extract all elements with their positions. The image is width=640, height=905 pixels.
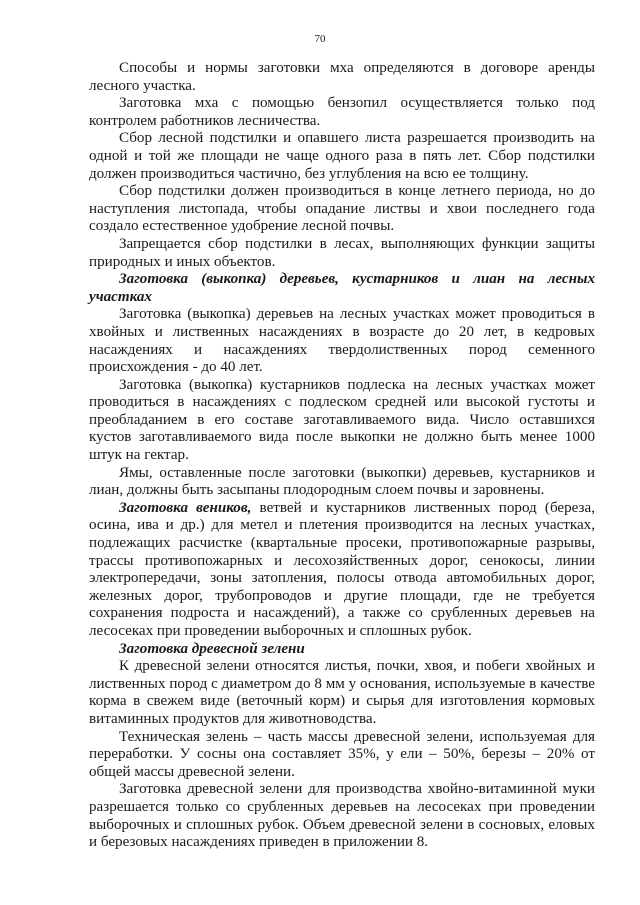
paragraph-litter-season: Сбор подстилки должен производиться в конце летнего периода, но до наступления листопада, чтобы опадание листвы и хвои последнего года создало естественное удобрение лесной почвы. [89,183,595,235]
paragraph-moss-chainsaw: Заготовка мха с помощью бензопил осуществляется только под контролем работников лесничества. [89,95,595,129]
page-number: 70 [314,33,326,45]
brooms-text: ветвей и кустарников лиственных пород (береза, осина, ива и др.) для метел и плетения производится на лесных участках, подлежащих расчистке (квартальные просеки, противопожарные разрывы, трассы противопожарных и лесохозяйственных дорог, сенокосы, линии электропередачи, зоны затопления, полосы отвода автомобильных дорог, железных дорог, трубопроводов и другие площади, где не требуется сохранения подроста и насаждений), а также со срубленных деревьев на лесосеках при проведении выборочных и сплошных рубок. [89,499,595,639]
paragraph-shrubs-digging: Заготовка (выкопка) кустарников подлеска на лесных участках может проводиться в насаждениях с подлеском средней или высокой густоты и преобладанием в его составе заготавливаемого вида. Число оставшихся кустов заготавливаемого вида после выкопки не должно быть менее 1000 штук на гектар. [89,376,595,464]
paragraph-greenery-harvesting: Заготовка древесной зелени для производства хвойно-витаминной муки разрешается только со срубленных деревьев на лесосеках при проведении выборочных и сплошных рубок. Объем древесной зелени в сосновых, еловых и березовых насаждениях приведен в приложении 8. [89,781,595,851]
paragraph-moss-norms: Способы и нормы заготовки мха определяются в договоре аренды лесного участка. [89,60,595,94]
paragraph-trees-digging: Заготовка (выкопка) деревьев на лесных участках может проводиться в хвойных и лиственных насаждениях в возрасте до 20 лет, в кедровых насаждениях и насаждениях твердолиственных пород семенного происхождения - до 40 лет. [89,306,595,376]
paragraph-litter-prohibition: Запрещается сбор подстилки в лесах, выполняющих функции защиты природных и иных объектов. [89,235,595,270]
brooms-lead-term: Заготовка веников, [119,499,252,516]
paragraph-pits: Ямы, оставленные после заготовки (выкопки) деревьев, кустарников и лиан, должны быть засыпаны плодородным слоем почвы и заровнены. [89,464,595,499]
paragraph-brooms [89,500,595,641]
section-heading-greenery: Заготовка древесной зелени [119,640,305,657]
paragraph-litter-frequency: Сбор лесной подстилки и опавшего листа разрешается производить на одной и той же площади не чаще одного раза в пять лет. Сбор подстилки должен производиться частично, без углубления на всю ее толщину. [89,130,595,182]
document-body [89,60,595,852]
paragraph-technical-greenery: Техническая зелень – часть массы древесной зелени, используемая для переработки. У сосны она составляет 35%, у ели – 50%, березы – 20% от общей массы древесной зелени. [89,728,595,780]
section-heading-digging: Заготовка (выкопка) деревьев, кустарников и лиан на лесных участках [89,271,595,305]
paragraph-greenery-definition: К древесной зелени относятся листья, почки, хвоя, и побеги хвойных и лиственных пород с диаметром до 8 мм у основания, используемые в качестве корма в свежем виде (веточный корм) и сырья для изготовления кормовых витаминных продуктов для животноводства. [89,658,595,727]
